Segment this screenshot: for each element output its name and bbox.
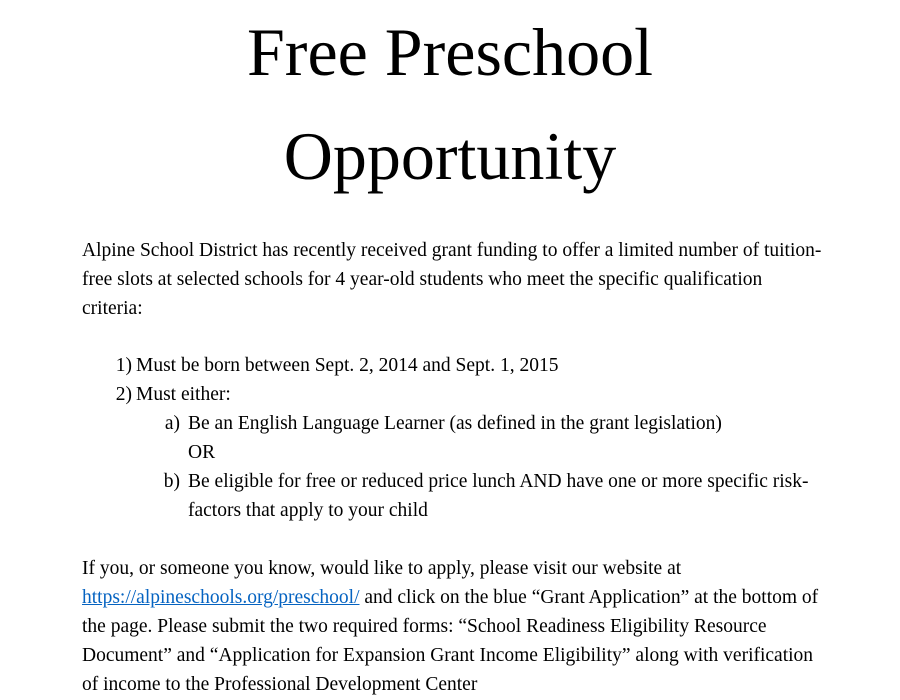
sub-criteria-text-b: Be eligible for free or reduced price lunch AND have one or more specific risk-factors that apply to your child — [188, 471, 809, 521]
title-line-1: Free Preschool — [246, 14, 653, 90]
criteria-marker-1: 1) — [115, 355, 132, 376]
sub-criteria-text-a: Be an English Language Learner (as defined in the grant legislation) — [188, 413, 722, 434]
apply-text-after-link: and click on the blue “Grant Application” at the bottom of the page. Please submit the two required forms: “School Readiness Eligibility Resource Document” and “Application for Expansion Grant Income Eligibility” along with verification of income to the Professional Development Center — [82, 587, 819, 695]
criteria-text-1: Must be born between Sept. 2, 2014 and Sept. 1, 2015 — [136, 355, 559, 376]
sub-criteria-marker-b: b) — [163, 471, 180, 492]
apply-text-before-link: If you, or someone you know, would like to apply, please visit our website at — [82, 558, 682, 579]
sub-criteria-block-a — [188, 409, 828, 467]
title-line-2: Opportunity — [283, 118, 617, 194]
sub-criteria-marker-a: a) — [164, 413, 180, 434]
apply-paragraph — [82, 554, 822, 699]
intro-paragraph: Alpine School District has recently received grant funding to offer a limited number of tuition-free slots at selected schools for 4 year-old students who meet the specific qualification criteria: — [82, 240, 822, 319]
criteria-text-2: Must either: — [136, 384, 231, 405]
preschool-website-link[interactable]: https://alpineschools.org/preschool/ — [82, 587, 360, 608]
or-connector: OR — [188, 442, 216, 463]
criteria-marker-2: 2) — [115, 384, 132, 405]
